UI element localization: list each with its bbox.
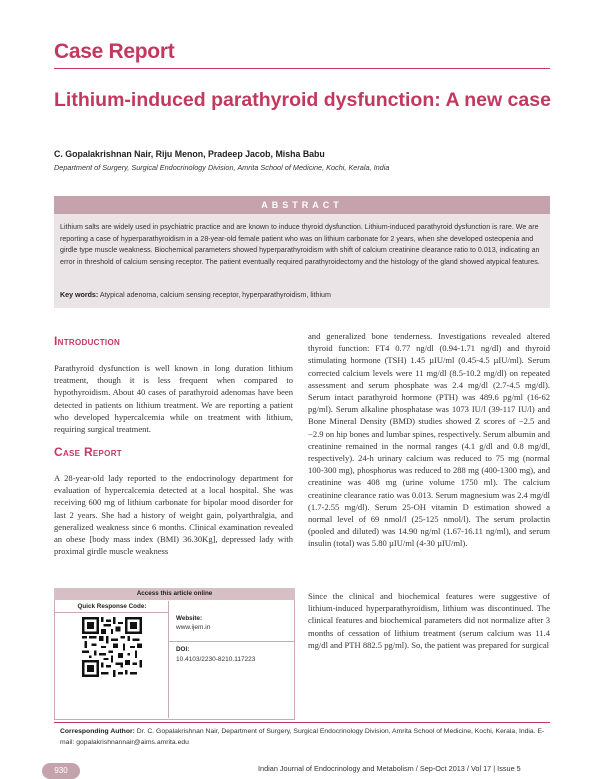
corresponding-author-label: Corresponding Author:: [60, 728, 135, 735]
access-vertical-divider: [168, 601, 169, 718]
abstract-text: Lithium salts are widely used in psychiatric practice and are known to induce thyroid dysfunction. Lithium-induced parathyroid dysfunction is rare. We are reporting a case of hyperparathyroidism in a 28-year-old female patient who was on lithium carbonate for 2 years, when she developed osteopenia and girdle type muscle weakness. Biochemical parameters showed hyperparathyroidism with shift of calcium creatinine clearance ratio to 0.013, indicating an error in threshold of calcium sensing receptor. The patient eventually required parathyroidectomy and the histology of the gland showed atypical features.: [60, 223, 540, 266]
header-divider: [54, 68, 550, 69]
case-report-text-column-2-continued: Since the clinical and biochemical features were suggestive of lithium-induced hyperparathyroidism, lithium was discontinued. The clinical features and biochemical parameters did not normalize after 3 months of cessation of lithium treatment (serum calcium was 11.4 mg/dl and PTH 882.5 pg/ml). So, the patient was prepared for surgical: [308, 591, 550, 650]
access-divider: [54, 612, 168, 613]
keywords-text: Atypical adenoma, calcium sensing receptor, hyperparathyroidism, lithium: [99, 291, 331, 299]
article-title: Lithium-induced parathyroid dysfunction: A new case: [54, 89, 551, 111]
section-heading-introduction: Introduction: [54, 334, 121, 348]
qr-code-icon[interactable]: [82, 617, 142, 677]
qr-code-label: Quick Response Code:: [77, 603, 147, 610]
case-report-text-column-2: and generalized bone tenderness. Investigations revealed altered thyroid function: FT4 0.77 ng/dl (0.94-1.71 ng/dl) and thyroid stimulating hormone (TSH) 1.45 µIU/ml (0.45-4.5 µIU/ml). Serum corrected calcium levels were 11 mg/dl (8.5-10.2 mg/dl) on repeated assessment and serum phosphate was 2.4 mg/dl (2.7-4.5 mg/dl). Serum intact parathyroid hormone (PTH) was 489.6 pg/ml (16-62 pg/ml). Serum alkaline phosphatase was 1073 IU/l (39-117 IU/l) and Bone Mineral Density (BMD) studies showed Z scores of −2.5 and −2.9 on hip bones and lumbar spines, respectively. Serum albumin and creatinine remained in the normal ranges (4.1 g/dl and 0.8 mg/dl, respectively). 24-h urinary calcium was reduced to 75 mg (normal 100-300 mg), phosphorus was reduced to 288 mg (400-1300 mg), and creatinine was 408 mg (urine volume 1750 ml). The calcium creatinine clearance ratio was 0.013. Serum magnesium was 2.4 mg/dl (1.7-2.55 mg/dl). Serum 25-OH vitamin D estimation showed a normal level of 69 nmol/l (25-125 nmol/l). The serum prolactin (pooled and diluted) was 14.90 ng/ml (1.67-16.11 ng/ml), and serum insulin (total) was 5.80 µIU/ml (4-30 µIU/ml).: [308, 331, 550, 549]
article-authors: C. Gopalakrishnan Nair, Riju Menon, Pradeep Jacob, Misha Babu: [54, 149, 325, 159]
website-label: Website:: [176, 615, 203, 622]
article-affiliation: Department of Surgery, Surgical Endocrinology Division, Amrita School of Medicine, Kochi, Kerala, India: [54, 163, 390, 172]
section-heading-case-report: Case Report: [54, 445, 122, 459]
journal-citation: Indian Journal of Endocrinology and Metabolism / Sep-Oct 2013 / Vol 17 | Issue 5: [258, 764, 521, 773]
doi-link[interactable]: 10.4103/2230-8210.117223: [176, 656, 256, 663]
keywords: [60, 291, 546, 299]
abstract-heading: ABSTRACT: [54, 196, 550, 214]
introduction-text: Parathyroid dysfunction is well known in long duration lithium treatment, though it is less frequent when compared to hypothyroidism. About 40 cases of parathyroid adenomas have been detected in patients on lithium treatment. We are reporting a patient who developed hypercalcemia while on treatment with lithium, requiring surgical treatment.: [54, 363, 293, 435]
access-divider-right: [168, 641, 295, 642]
footer-divider: [54, 722, 550, 723]
corresponding-author-text: Dr. C. Gopalakrishnan Nair, Department of Surgery, Surgical Endocrinology Division, Amrita School of Medicine, Kochi, Kerala, India. E-mail: gopalakrishnannair@aims.amrita.edu: [60, 728, 545, 746]
keywords-label: Key words:: [60, 291, 99, 299]
article-type-header: Case Report: [54, 40, 175, 63]
corresponding-author: [60, 726, 550, 748]
website-link[interactable]: www.ijem.in: [176, 624, 211, 631]
doi-label: DOI:: [176, 646, 190, 653]
access-article-heading: Access this article online: [54, 588, 295, 600]
page-number: 930: [42, 763, 80, 779]
case-report-text: A 28-year-old lady reported to the endocrinology department for evaluation of hypercalcemia detected at a local hospital. She was receiving 600 mg of lithium carbonate for bipolar mood disorder for last 2 years. She had a history of weight gain, polyarthralgia, and generalized weakness since 6 months. Clinical examination revealed an obese [body mass index (BMI) 36.30Kg], depressed lady with proximal girdle muscle weakness: [54, 473, 293, 557]
